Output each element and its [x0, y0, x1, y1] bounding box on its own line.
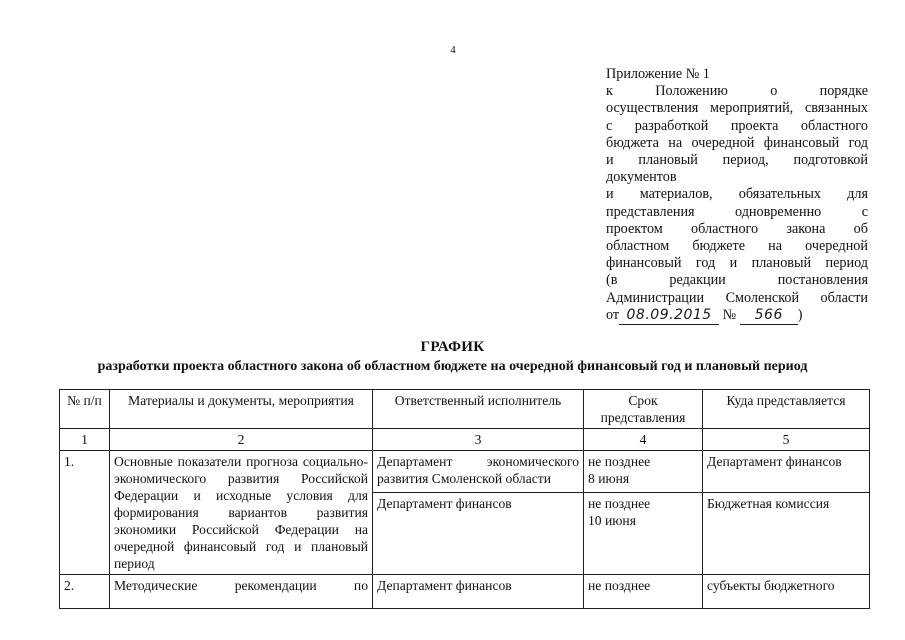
- row-executor: Департамент финансов: [373, 575, 584, 609]
- schedule-table: [59, 389, 870, 609]
- deadline-line: не позднее: [588, 454, 651, 469]
- row-executor: Департамент финансов: [373, 493, 584, 575]
- appendix-line: осуществления мероприятий, связанных: [606, 100, 868, 117]
- appendix-line: областном бюджете на очередной: [606, 238, 868, 255]
- header-number: № п/п: [60, 390, 110, 429]
- header-deadline: Срок представления: [584, 390, 703, 429]
- appendix-line: (в редакции постановления: [606, 272, 868, 289]
- handwritten-number: 566: [740, 307, 798, 325]
- page-number: 4: [450, 44, 456, 56]
- row-deadline: [584, 493, 703, 575]
- header-executor: Ответственный исполнитель: [373, 390, 584, 429]
- column-number: 1: [60, 429, 110, 451]
- appendix-line: с разработкой проекта областного: [606, 117, 868, 134]
- number-prefix: №: [722, 306, 737, 323]
- date-prefix: от: [606, 306, 620, 323]
- column-number: 2: [110, 429, 373, 451]
- column-number: 5: [703, 429, 870, 451]
- appendix-line: представления одновременно с: [606, 203, 868, 220]
- closing-paren: ): [797, 306, 803, 323]
- column-number: 4: [584, 429, 703, 451]
- header-materials: Материалы и документы, мероприятия: [110, 390, 373, 429]
- appendix-line: и плановый период, подготовкой: [606, 152, 868, 169]
- document-subtitle: разработки проекта областного закона об областном бюджете на очередной финансовый год и плановый период: [97, 359, 808, 374]
- row-material: Основные показатели прогноза социально-экономического развития Российской Федерации и исходные условия для формирования вариантов развития экономики Российской Федерации на очередной финансовый год и плановый период: [110, 451, 373, 575]
- row-number: 1.: [60, 451, 110, 575]
- row-recipient: субъекты бюджетного: [703, 575, 870, 609]
- column-number: 3: [373, 429, 584, 451]
- row-material: Методические рекомендации по: [110, 575, 373, 609]
- table-row: [60, 451, 870, 493]
- deadline-line: не позднее: [588, 496, 651, 511]
- row-recipient: Департамент финансов: [703, 451, 870, 493]
- appendix-line: проектом областного закона об: [606, 220, 868, 237]
- appendix-header: [606, 66, 868, 325]
- row-executor: Департамент экономического развития Смоленской области: [373, 451, 584, 493]
- appendix-date-line: [606, 307, 868, 325]
- appendix-line: финансовый год и плановый период: [606, 255, 868, 272]
- appendix-line: к Положению о порядке: [606, 83, 868, 100]
- deadline-date: 8 июня: [588, 471, 630, 486]
- header-recipient: Куда представляется: [703, 390, 870, 429]
- appendix-line: Администрации Смоленской области: [606, 289, 868, 306]
- appendix-line: бюджета на очередной финансовый год: [606, 134, 868, 151]
- appendix-line: и материалов, обязательных для: [606, 186, 868, 203]
- table-header-row: [60, 390, 870, 429]
- row-number: 2.: [60, 575, 110, 609]
- document-title: ГРАФИК: [420, 339, 485, 355]
- column-number-row: [60, 429, 870, 451]
- appendix-line: Приложение № 1: [606, 66, 710, 82]
- row-deadline: не позднее: [584, 575, 703, 609]
- row-recipient: Бюджетная комиссия: [703, 493, 870, 575]
- table-row: [60, 575, 870, 609]
- deadline-date: 10 июня: [588, 513, 636, 528]
- row-deadline: [584, 451, 703, 493]
- appendix-line: документов: [606, 169, 677, 186]
- handwritten-date: 08.09.2015: [619, 307, 719, 325]
